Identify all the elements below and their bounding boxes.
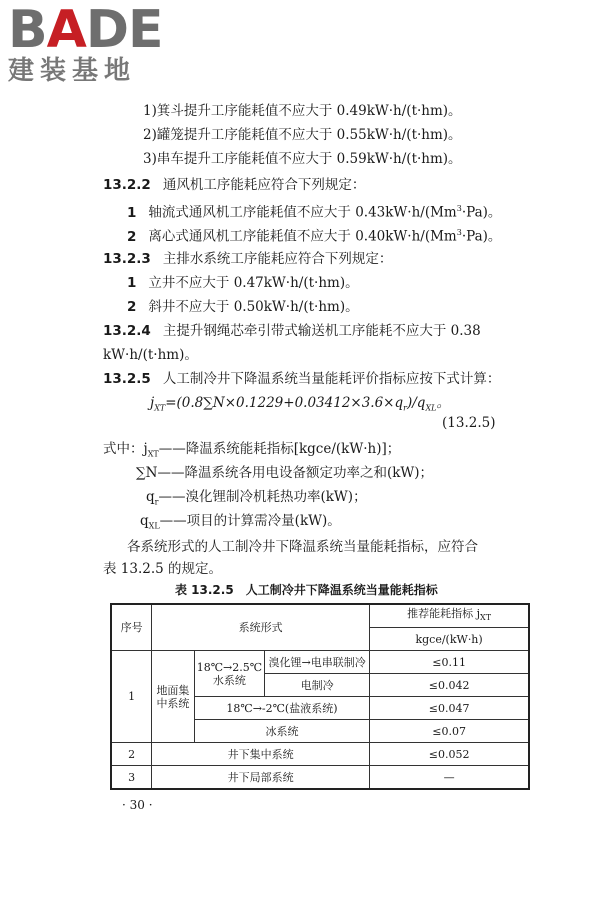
header-unit: kgce/(kW·h) bbox=[370, 628, 529, 651]
cell-system: 冰系统 bbox=[194, 720, 369, 743]
clause-13-2-3-item2: 2 斜井不应大于 0.50kW·h/(t·hm)。 bbox=[127, 299, 359, 315]
cell-system: 井下集中系统 bbox=[152, 743, 370, 766]
clause-13-2-5: 13.2.5 人工制冷井下降温系统当量能耗评价指标应按下式计算： bbox=[103, 371, 501, 387]
equation-number: (13.2.5) bbox=[442, 415, 496, 431]
item-skip-hoist: 1)箕斗提升工序能耗值不应大于 0.49kW·h/(t·hm)。 bbox=[143, 103, 462, 119]
clause-13-2-2-item1: 1 轴流式通风机工序能耗值不应大于 $0.43kW\cdot h/(Mm^3\cdot Pa)$。 bbox=[127, 204, 502, 221]
cell-seq: 2 bbox=[111, 743, 152, 766]
table-header-row bbox=[111, 604, 529, 628]
clause-13-2-3: 13.2.3 主排水系统工序能耗应符合下列规定： bbox=[103, 251, 393, 267]
clause-13-2-4: 13.2.4 主提升钢绳芯牵引带式输送机工序能耗不应大于 0.38 bbox=[103, 323, 481, 339]
table-caption: 表 13.2.5 人工制冷井下降温系统当量能耗指标 bbox=[175, 583, 438, 597]
energy-index-table bbox=[110, 603, 530, 790]
where-qxl: $q_{XL}——$项目的计算需冷量(kW)。 bbox=[140, 513, 341, 531]
cell-seq: 3 bbox=[111, 766, 152, 790]
cell-value: ≤0.042 bbox=[370, 674, 529, 697]
cell-value: ≤0.11 bbox=[370, 651, 529, 674]
cell-seq: 1 bbox=[111, 651, 152, 743]
cell-value: — bbox=[370, 766, 529, 790]
cell-water-system: 18℃→2.5℃水系统 bbox=[194, 651, 264, 697]
cell-value: ≤0.07 bbox=[370, 720, 529, 743]
cell-system: 井下局部系统 bbox=[152, 766, 370, 790]
cell-value: ≤0.047 bbox=[370, 697, 529, 720]
brand-logo bbox=[8, 0, 183, 86]
where-sum-n: ∑N——降温系统各用电设备额定功率之和(kW)； bbox=[136, 465, 434, 481]
cell-group: 地面集中系统 bbox=[152, 651, 195, 743]
clause-13-2-2-item2: 2 离心式通风机工序能耗值不应大于 $0.40kW\cdot h/(Mm^3\cdot Pa)$。 bbox=[127, 228, 502, 245]
where-jxt: 式中：$j_{XT}——$降温系统能耗指标[kgce/(kW·h)]； bbox=[103, 441, 401, 459]
formula: $j_{XT}=(0.8\sum N\times 0.1229+0.03412\times 3.6\times q_r)/q_{XL}$。 bbox=[150, 395, 450, 413]
header-system: 系统形式 bbox=[152, 604, 370, 651]
logo-chinese: 建装基地 bbox=[8, 56, 137, 86]
where-qr: $q_r——$溴化锂制冷机耗热功率(kW)； bbox=[146, 489, 367, 507]
logo-wordmark: BADE bbox=[8, 0, 163, 60]
header-index: 推荐能耗指标 $j_{XT}$ bbox=[370, 604, 529, 628]
cell-value: ≤0.052 bbox=[370, 743, 529, 766]
cell-system: 电制冷 bbox=[265, 674, 370, 697]
item-car-hoist: 3)串车提升工序能耗值不应大于 0.59kW·h/(t·hm)。 bbox=[143, 151, 462, 167]
table-row bbox=[111, 651, 529, 674]
clause-13-2-4-cont: kW·h/(t·hm)。 bbox=[103, 347, 198, 363]
item-cage-hoist: 2)罐笼提升工序能耗值不应大于 0.55kW·h/(t·hm)。 bbox=[143, 127, 462, 143]
table-row bbox=[111, 743, 529, 766]
header-seq: 序号 bbox=[111, 604, 152, 651]
paragraph-line1: 各系统形式的人工制冷井下降温系统当量能耗指标，应符合 bbox=[127, 539, 478, 555]
paragraph-line2: 表 13.2.5 的规定。 bbox=[103, 561, 223, 577]
cell-system: 18℃→-2℃(盐液系统) bbox=[194, 697, 369, 720]
clause-13-2-2: 13.2.2 通风机工序能耗应符合下列规定： bbox=[103, 177, 366, 193]
table-row bbox=[111, 766, 529, 790]
clause-13-2-3-item1: 1 立井不应大于 0.47kW·h/(t·hm)。 bbox=[127, 275, 359, 291]
cell-system: 溴化锂→电串联制冷 bbox=[265, 651, 370, 674]
page-number: · 30 · bbox=[122, 798, 153, 812]
